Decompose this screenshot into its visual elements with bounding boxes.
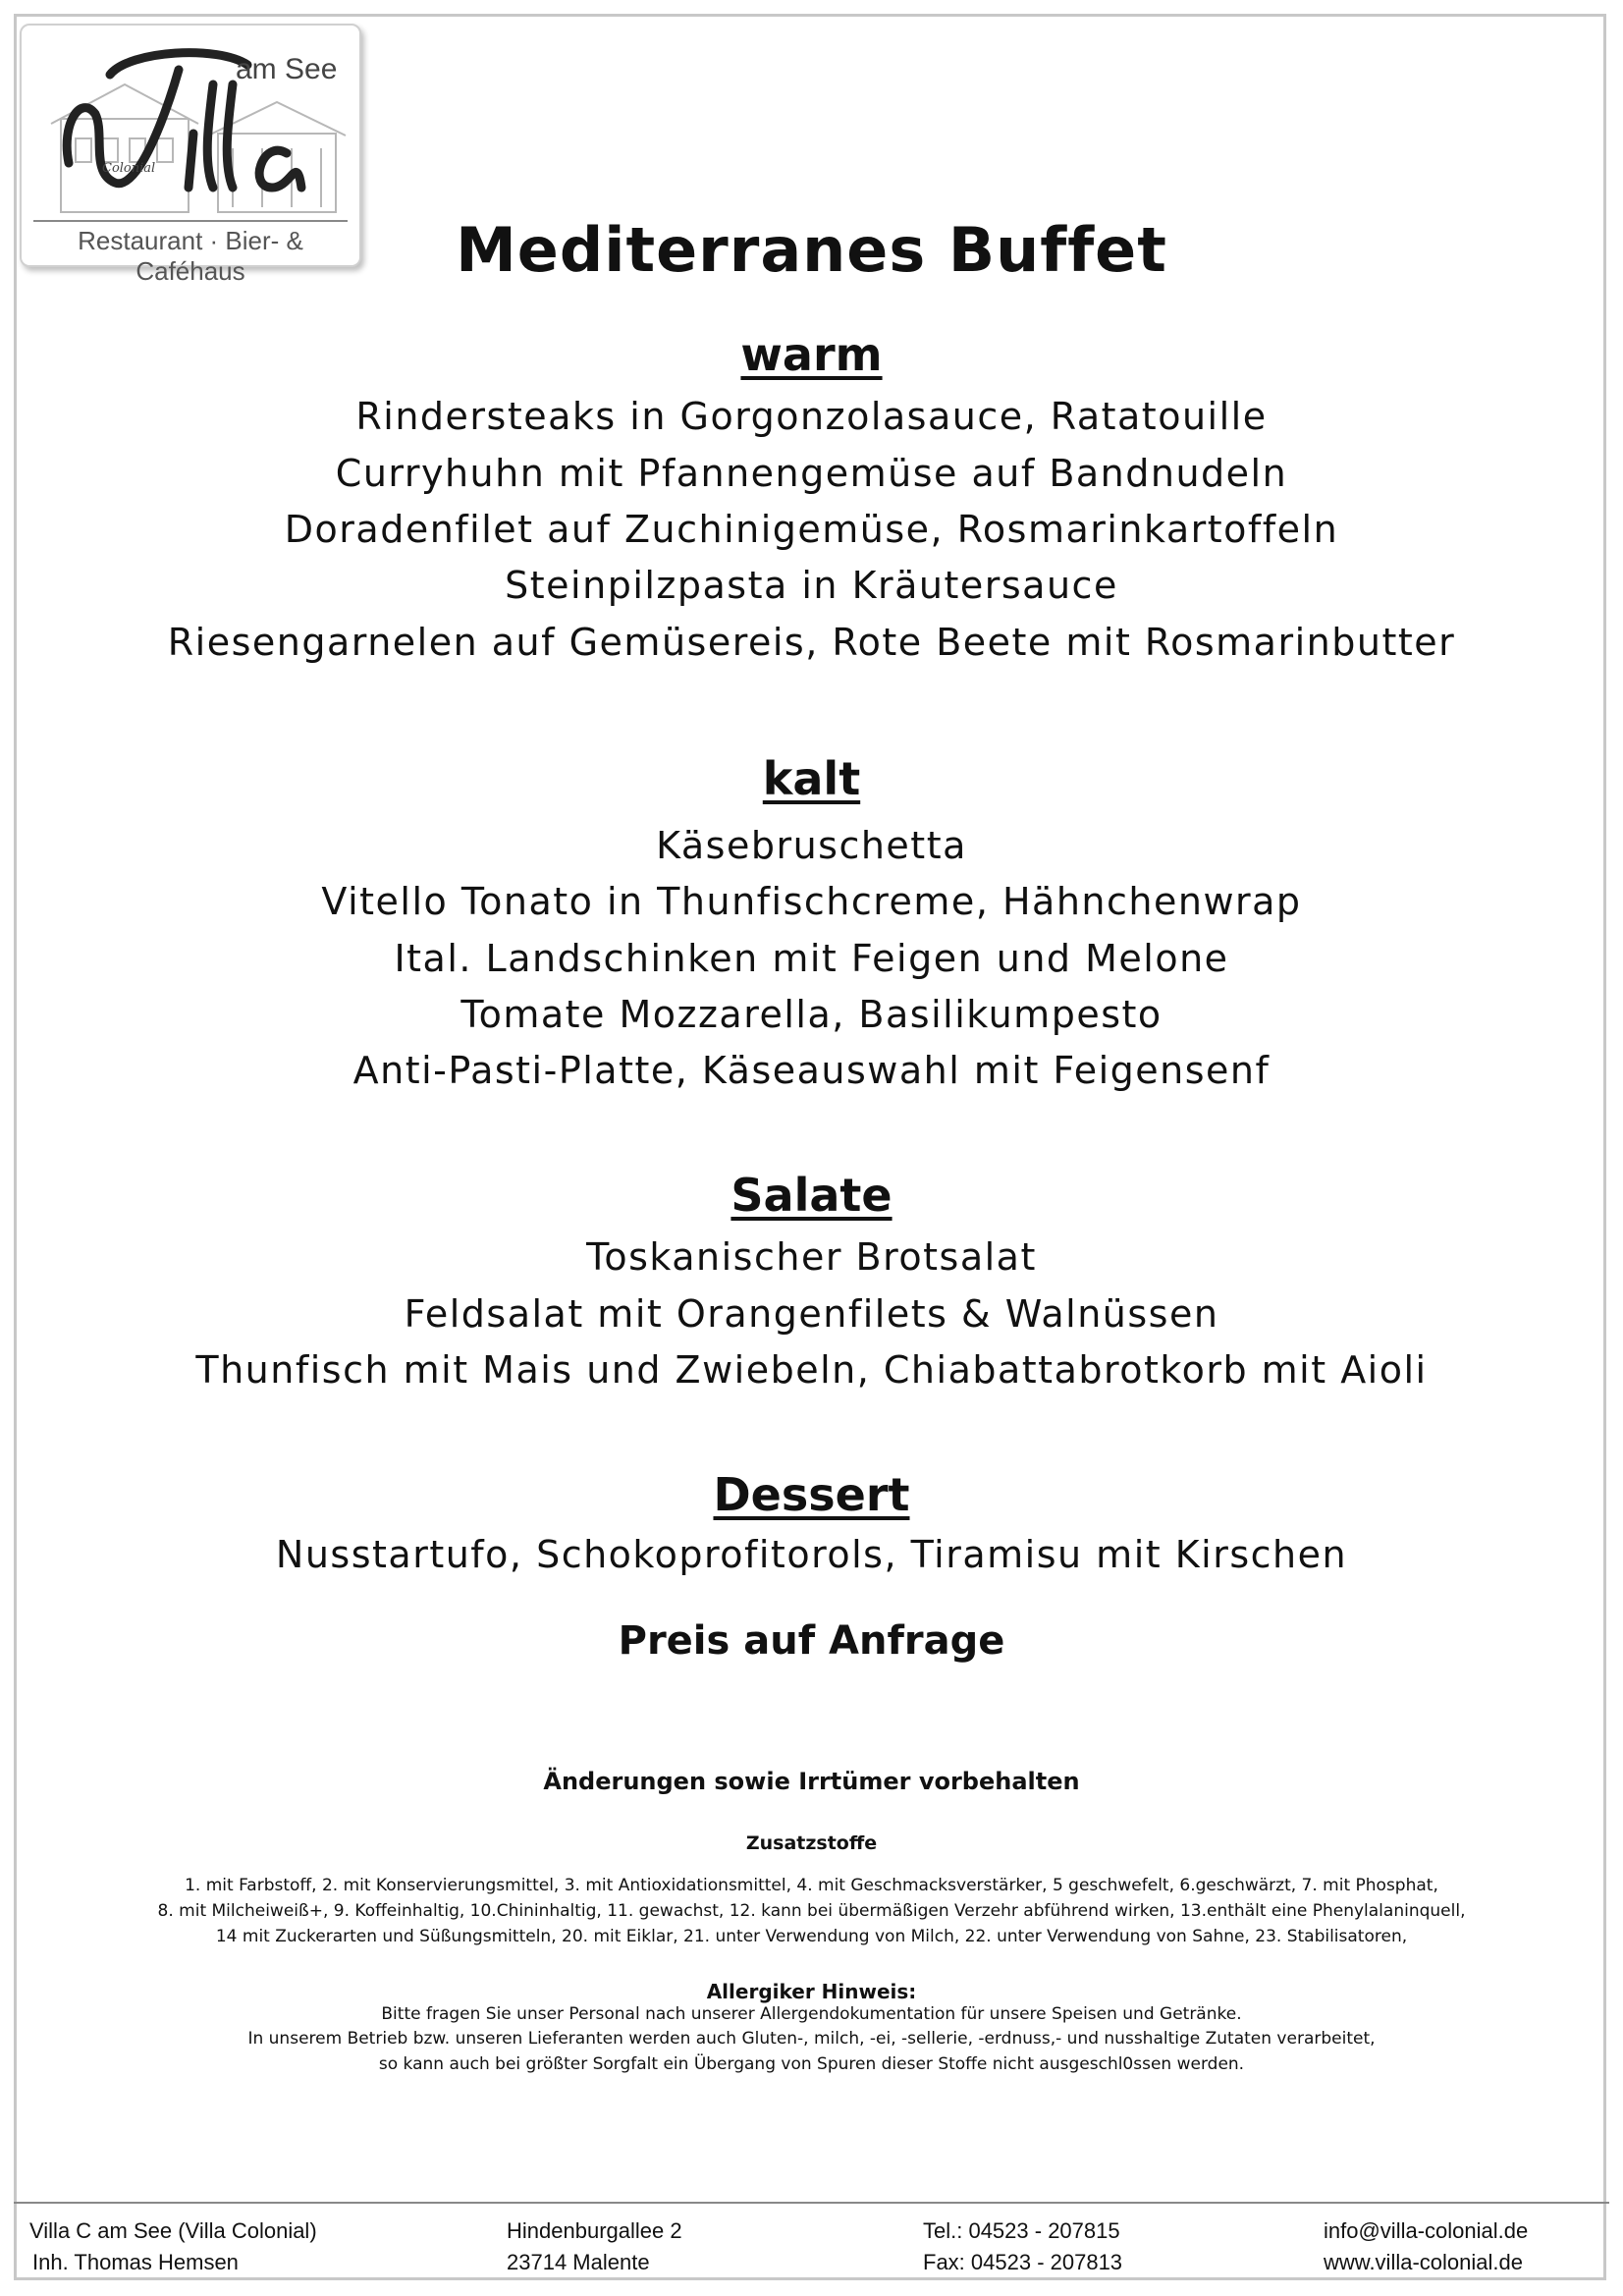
footer-fax: Fax: 04523 - 207813 [923, 2250, 1123, 2274]
section-heading-dessert: Dessert [713, 1468, 910, 1521]
logo-am-see: am See [236, 53, 338, 85]
disclaimer: Änderungen sowie Irrtümer vorbehalten [543, 1768, 1080, 1795]
footer-email[interactable]: info@villa-colonial.de [1324, 2218, 1529, 2243]
section-heading-salate: Salate [730, 1169, 893, 1222]
footer-divider [14, 2202, 1609, 2204]
menu-item: Käsebruschetta [656, 824, 967, 867]
menu-item: Riesengarnelen auf Gemüsereis, Rote Beete mit Rosmarinbutter [167, 621, 1456, 664]
menu-item: Doradenfilet auf Zuchinigemüse, Rosmarinkartoffeln [284, 508, 1339, 551]
section-heading-kalt: kalt [762, 752, 861, 805]
section-heading-warm: warm [740, 328, 883, 381]
menu-item: Toskanischer Brotsalat [586, 1235, 1037, 1279]
footer-city: 23714 Malente [507, 2250, 650, 2274]
footer-owner: Inh. Thomas Hemsen [32, 2250, 239, 2274]
menu-item: Ital. Landschinken mit Feigen und Melone [394, 937, 1229, 980]
footer-web[interactable]: www.villa-colonial.de [1324, 2250, 1523, 2274]
footer-street: Hindenburgallee 2 [507, 2218, 682, 2243]
menu-item: Nusstartufo, Schokoprofitorols, Tiramisu mit Kirschen [275, 1533, 1348, 1576]
menu-item: Vitello Tonato in Thunfischcreme, Hähnchenwrap [321, 880, 1302, 923]
price-note: Preis auf Anfrage [618, 1618, 1005, 1664]
menu-item: Thunfisch mit Mais und Zwiebeln, Chiabattabrotkorb mit Aioli [195, 1348, 1428, 1392]
footer-tel: Tel.: 04523 - 207815 [923, 2218, 1120, 2243]
menu-item: Tomate Mozzarella, Basilikumpesto [460, 993, 1163, 1036]
menu-item: Anti-Pasti-Platte, Käseauswahl mit Feigensenf [352, 1049, 1271, 1092]
allergy-line: Bitte fragen Sie unser Personal nach unserer Allergendokumentation für unsere Speisen und Getränke. [381, 2004, 1242, 2024]
allergy-heading: Allergiker Hinweis: [706, 1980, 917, 2003]
page-title: Mediterranes Buffet [456, 214, 1167, 286]
allergy-line: In unserem Betrieb bzw. unseren Lieferanten werden auch Gluten-, milch, -ei, -sellerie, -erdnuss,- und nusshaltige Zutaten verarbeitet, [247, 2029, 1376, 2049]
menu-item: Steinpilzpasta in Kräutersauce [505, 564, 1118, 607]
menu-item: Rindersteaks in Gorgonzolasauce, Ratatouille [355, 395, 1268, 438]
allergy-line: so kann auch bei größter Sorgfalt ein Übergang von Spuren dieser Stoffe nicht ausgeschl0ssen werden. [378, 2054, 1245, 2074]
logo-tagline: Restaurant · Bier- & Caféhaus [33, 220, 348, 287]
additives-line: 1. mit Farbstoff, 2. mit Konservierungsmittel, 3. mit Antioxidationsmittel, 4. mit Geschmacksverstärker, 5 geschwefelt, 6.geschwärzt, 7. mit Phosphat, [185, 1876, 1438, 1895]
menu-item: Curryhuhn mit Pfannengemüse auf Bandnudeln [335, 452, 1288, 495]
logo-colonial: Colonial [102, 161, 156, 176]
additives-line: 8. mit Milcheiweiß+, 9. Koffeinhaltig, 10.Chininhaltig, 11. gewachst, 12. kann bei übermäßigen Verzehr abführend wirken, 13.enthält eine Phenylalaninquell, [157, 1901, 1466, 1921]
additives-line: 14 mit Zuckerarten und Süßungsmitteln, 20. mit Eiklar, 21. unter Verwendung von Milch, 22. unter Verwendung von Sahne, 23. Stabilisatoren, [215, 1927, 1408, 1946]
additives-heading: Zusatzstoffe [745, 1832, 878, 1854]
footer-name: Villa C am See (Villa Colonial) [29, 2218, 317, 2243]
menu-item: Feldsalat mit Orangenfilets & Walnüssen [404, 1292, 1219, 1336]
